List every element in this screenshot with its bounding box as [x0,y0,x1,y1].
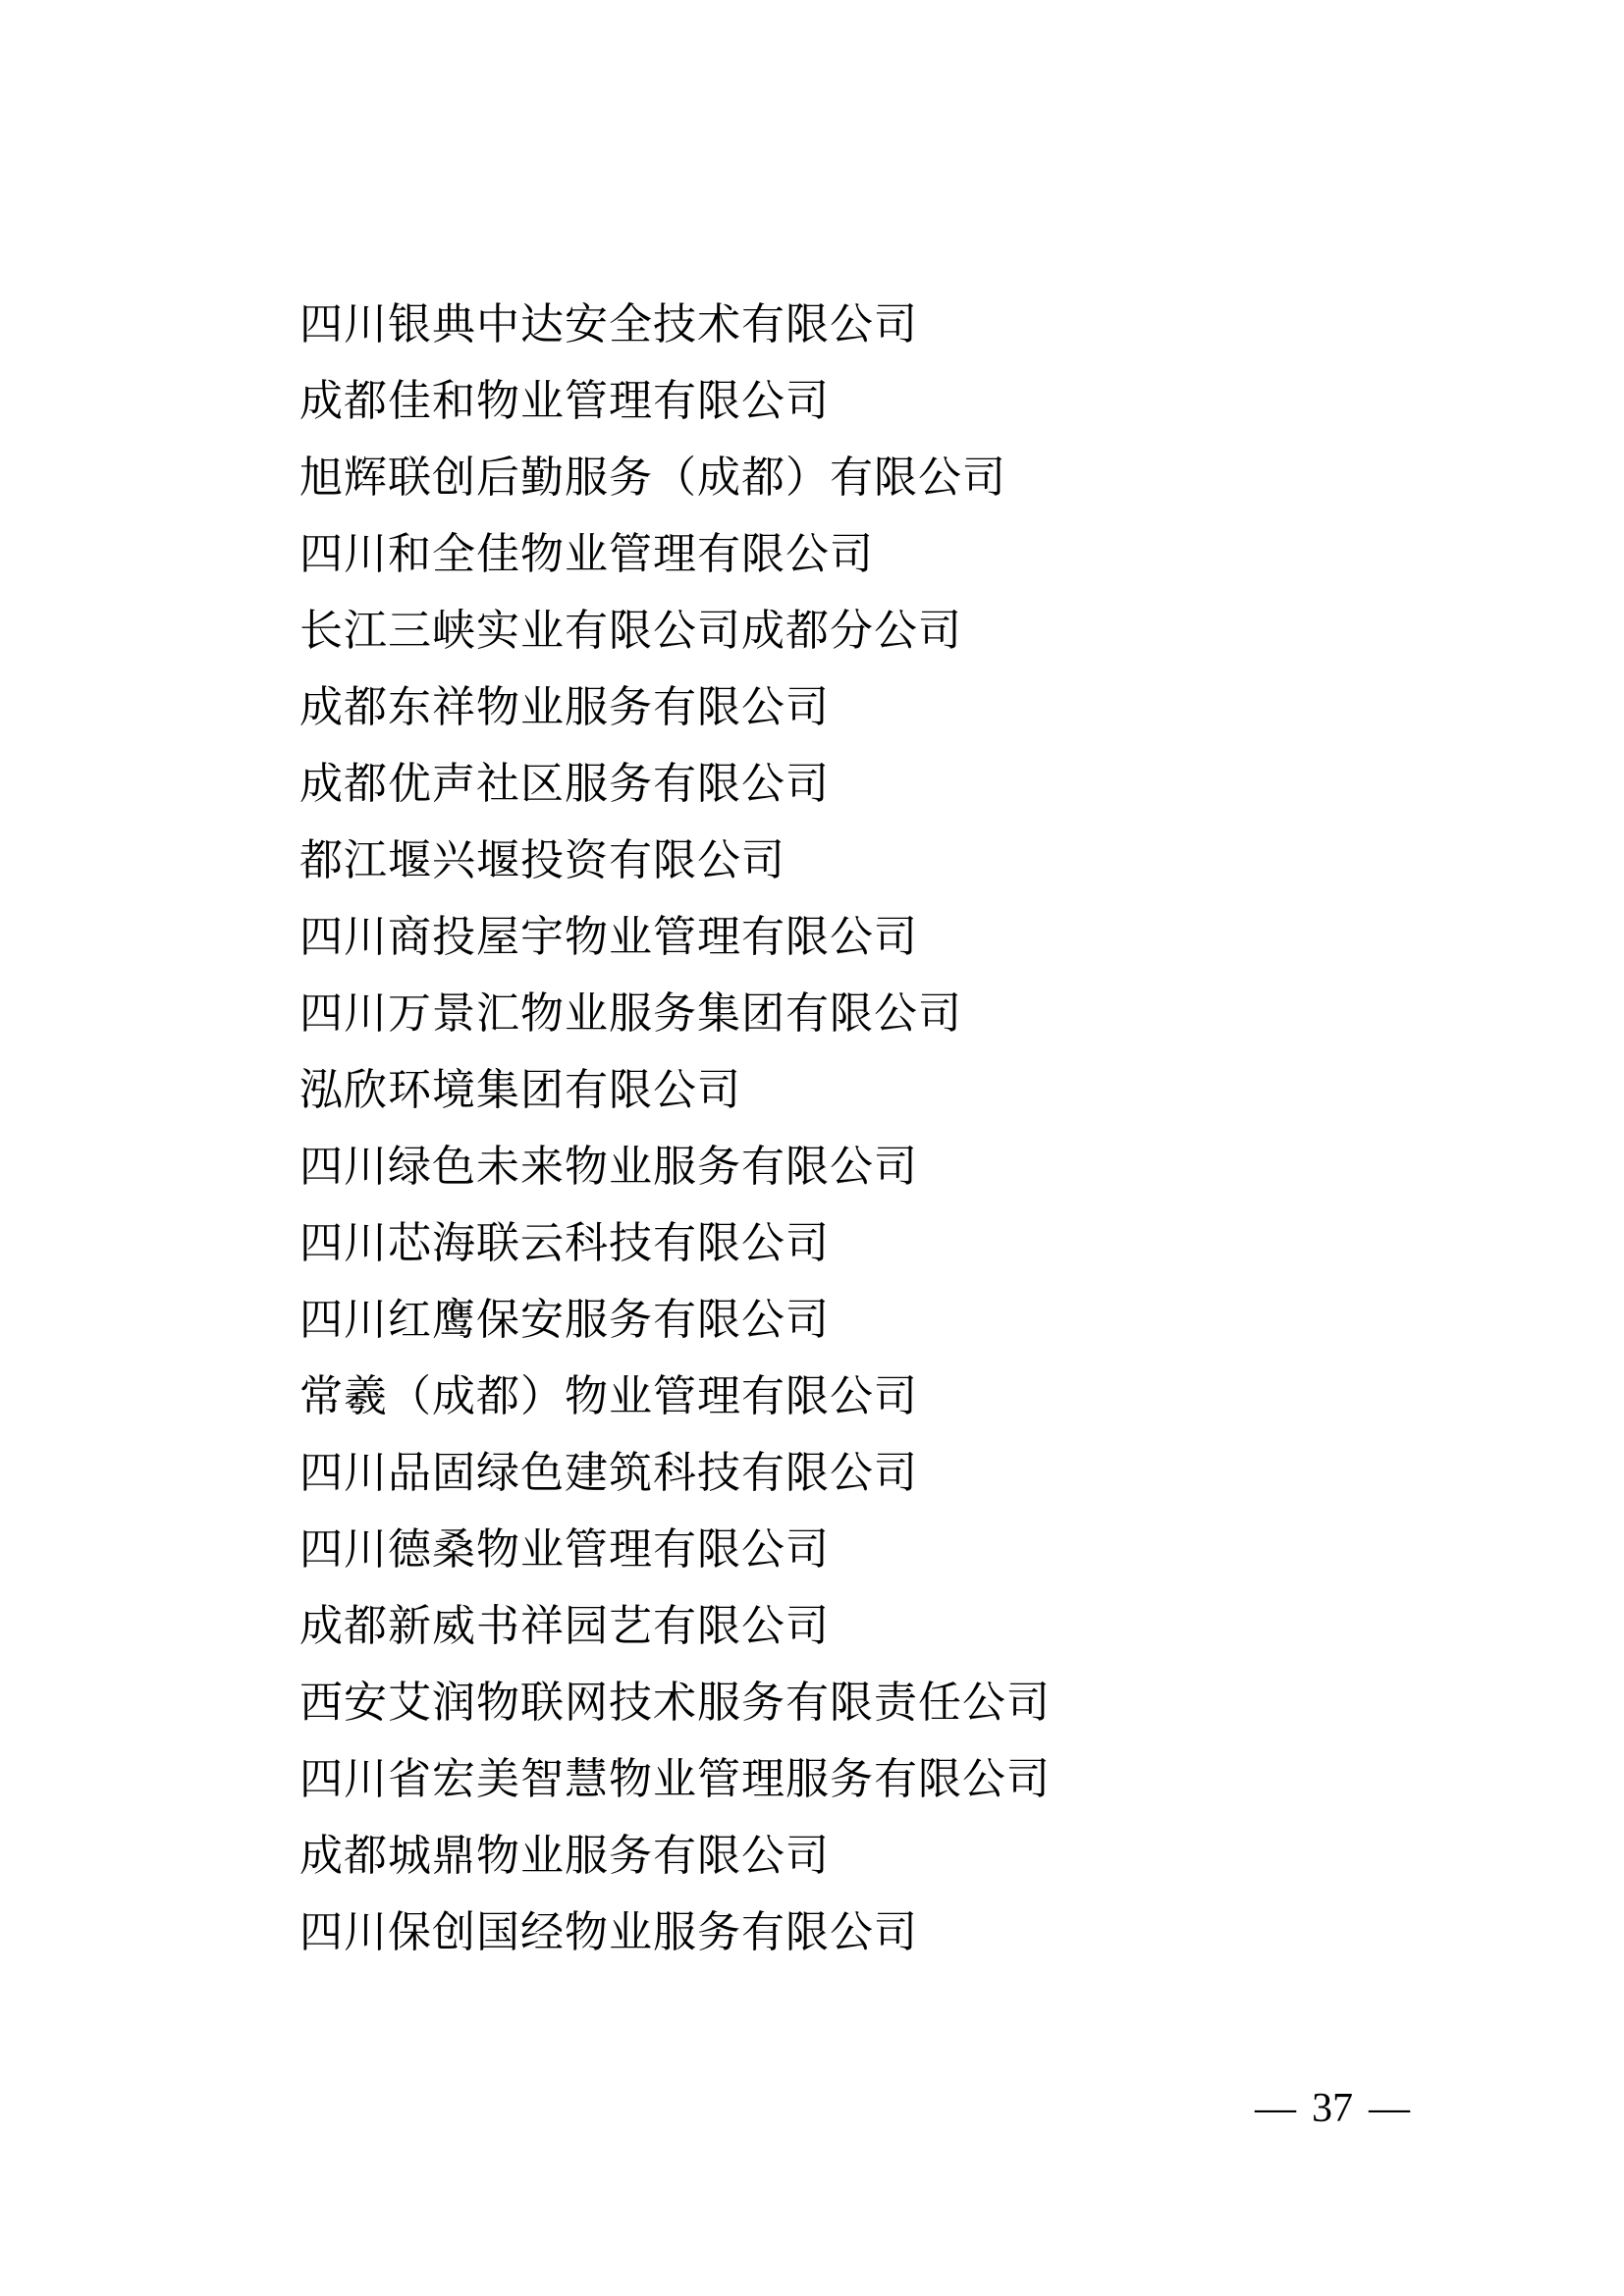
page-footer [1255,2079,1410,2138]
company-name: 泓欣环境集团有限公司 [299,1066,741,1114]
company-name: 四川品固绿色建筑科技有限公司 [299,1449,918,1497]
company-name: 四川万景汇物业服务集团有限公司 [299,989,962,1038]
footer-left-dash: — [1255,2086,1296,2131]
company-name: 四川红鹰保安服务有限公司 [299,1296,830,1344]
company-name: 成都东祥物业服务有限公司 [299,683,830,731]
company-name: 成都城鼎物业服务有限公司 [299,1832,830,1880]
company-name: 四川银典中达安全技术有限公司 [299,300,918,348]
company-name: 成都佳和物业管理有限公司 [299,377,830,425]
company-name: 四川省宏美智慧物业管理服务有限公司 [299,1755,1051,1803]
footer-right-dash: — [1369,2086,1410,2131]
company-name: 旭辉联创后勤服务（成都）有限公司 [299,454,1006,502]
company-name: 都江堰兴堰投资有限公司 [299,836,785,884]
company-name: 四川保创国经物业服务有限公司 [299,1908,918,1956]
company-name: 成都优声社区服务有限公司 [299,760,830,808]
company-name: 常羲（成都）物业管理有限公司 [299,1372,918,1420]
page-number: 37 [1312,2086,1353,2131]
company-name: 四川商投屋宇物业管理有限公司 [299,913,918,961]
company-name: 四川芯海联云科技有限公司 [299,1219,830,1267]
company-name: 长江三峡实业有限公司成都分公司 [299,607,962,655]
company-name: 西安艾润物联网技术服务有限责任公司 [299,1679,1051,1727]
company-name: 成都新威书祥园艺有限公司 [299,1602,830,1650]
company-name: 四川和全佳物业管理有限公司 [299,530,874,578]
company-name: 四川绿色未来物业服务有限公司 [299,1143,918,1191]
company-name: 四川德桑物业管理有限公司 [299,1525,830,1574]
